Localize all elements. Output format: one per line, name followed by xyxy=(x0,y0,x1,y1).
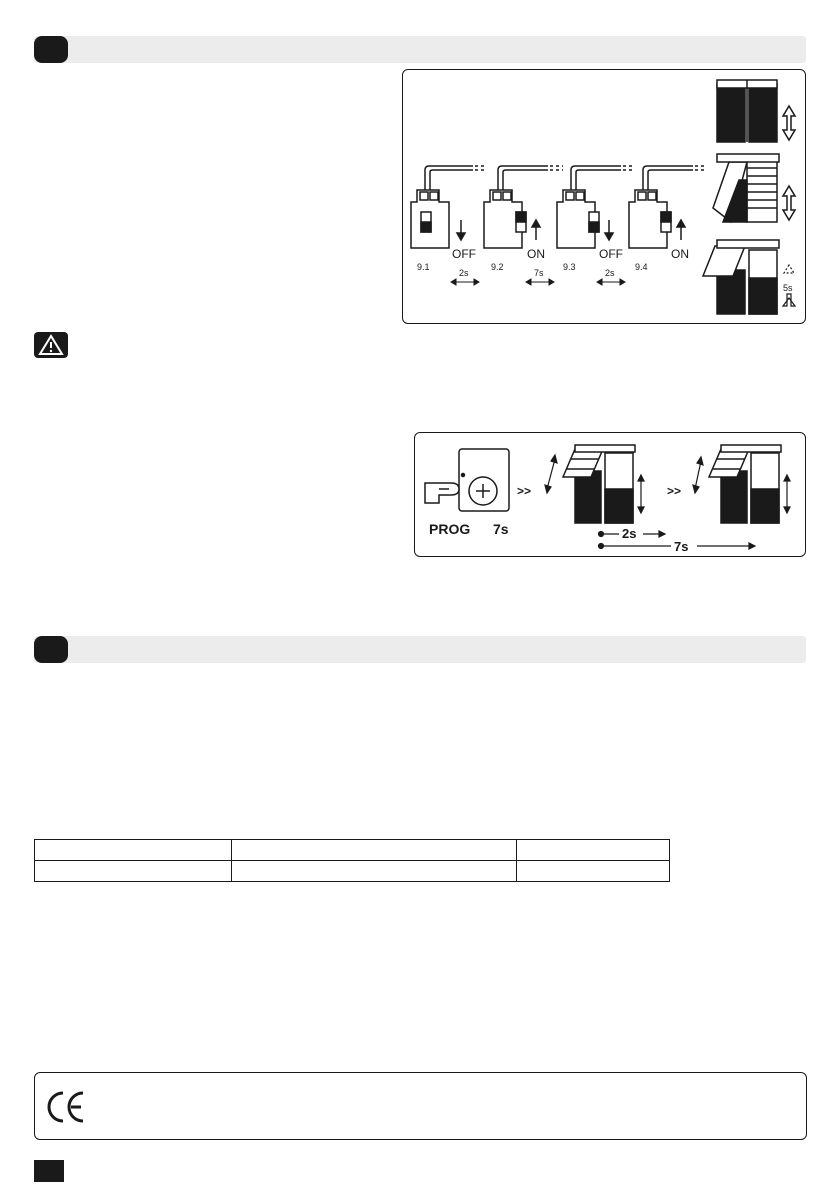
step-separator-1: >> xyxy=(517,484,532,498)
table-cell xyxy=(35,840,232,861)
blind-lowered-icon xyxy=(703,240,779,314)
table-cell xyxy=(35,861,232,882)
relay-sequence-illustration xyxy=(403,70,805,323)
relay-action-3: OFF xyxy=(599,247,623,261)
up-down-arrow-icon xyxy=(783,106,795,140)
relay-label-3: 9.3 xyxy=(563,262,576,272)
relay-delay-1: 2s xyxy=(459,268,469,278)
blind-closed-icon xyxy=(717,80,777,142)
page-number-tab xyxy=(34,1160,64,1182)
figure-prog-sequence xyxy=(414,432,806,557)
relay-label-4: 9.4 xyxy=(635,262,648,272)
section-header-bar-2 xyxy=(34,636,806,663)
timeline-long-label: 7s xyxy=(674,539,689,554)
step-separator-2: >> xyxy=(667,484,682,498)
relay-delay-3: 2s xyxy=(605,268,615,278)
table-cell xyxy=(232,840,517,861)
section-header-bar-1 xyxy=(34,36,806,63)
ce-compliance-box xyxy=(34,1072,807,1140)
timeline-short-label: 2s xyxy=(622,526,637,541)
ce-mark-icon xyxy=(43,1087,93,1127)
relay-module-4 xyxy=(629,190,671,248)
prog-label: PROG xyxy=(429,521,471,537)
prog-time: 7s xyxy=(493,521,509,537)
table-cell xyxy=(517,840,670,861)
wall-switch-icon xyxy=(459,449,509,511)
section-number-badge xyxy=(34,36,68,63)
table-cell xyxy=(232,861,517,882)
warning-badge xyxy=(34,332,68,358)
table-cell xyxy=(517,861,670,882)
hand-pointer-icon xyxy=(425,483,459,503)
relay-module-3 xyxy=(557,190,599,248)
table-row xyxy=(35,861,670,882)
table-row xyxy=(35,840,670,861)
up-down-arrow-icon-2 xyxy=(783,186,795,220)
relay-delay-2: 7s xyxy=(534,268,544,278)
relay-module-2 xyxy=(484,190,526,248)
relay-action-4: ON xyxy=(671,247,689,261)
blind-tilt-step-1-icon xyxy=(563,445,635,523)
relay-action-1: OFF xyxy=(452,247,476,261)
relay-label-2: 9.2 xyxy=(491,262,504,272)
prog-sequence-illustration xyxy=(415,433,805,556)
relay-label-1: 9.1 xyxy=(417,262,430,272)
data-table xyxy=(34,839,670,882)
section-number-badge-2 xyxy=(34,636,68,663)
figure-relay-sequence xyxy=(402,69,806,324)
bottom-blind-delay-label: 5s xyxy=(783,283,793,293)
relay-module-1 xyxy=(411,190,449,248)
blind-tilt-step-2-icon xyxy=(709,445,781,523)
warning-triangle-icon xyxy=(34,332,68,358)
relay-action-2: ON xyxy=(527,247,545,261)
blind-tilted-open-icon xyxy=(713,154,779,222)
